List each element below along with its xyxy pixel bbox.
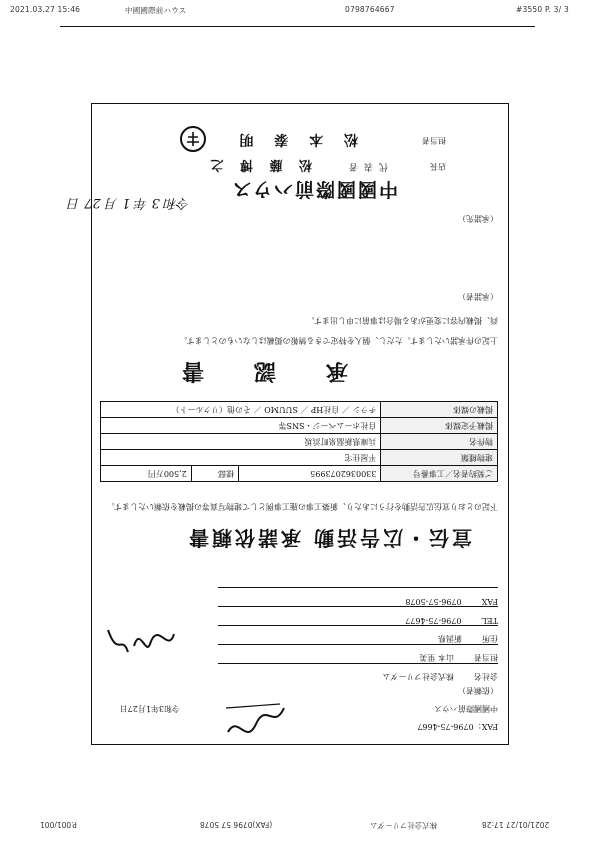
field-value-tel: 0796-75-4677	[405, 616, 462, 625]
request-body: 下記のとおり宣伝広告活動を行うにあたり、新築工事の施工事例として建物写真等の掲載を依頼いたします。	[106, 502, 498, 511]
approval-request-sheet	[67, 103, 509, 745]
row2-label: 建物種類	[381, 450, 498, 466]
footer-fax-number: (FAX)0796 57 5078	[200, 820, 273, 829]
fax-header	[0, 0, 595, 16]
fax-number: 0798764667	[345, 5, 395, 14]
footer-page-info: P.001/001	[40, 820, 77, 829]
fax-sender: 中國國際前ハウス	[125, 6, 187, 15]
recipient-title: 代表者	[342, 161, 388, 171]
signature-scribble	[218, 698, 288, 738]
row1-amount: 2,500万円	[101, 466, 192, 482]
row1-suffix: 様邸	[191, 466, 238, 482]
recipient-caption: （承諾先）	[458, 214, 498, 223]
approval-body-2: 尚、掲載内容に変更がある場合は事前に申し出ます。	[306, 316, 498, 325]
signer-name: 松 本 泰 明	[231, 131, 358, 147]
applicant-caption: （依頼者）	[458, 686, 498, 695]
applicant-fields	[218, 587, 498, 682]
field-row-tel	[218, 606, 498, 625]
signer-label: 担当者	[422, 136, 446, 145]
row5-label: 掲載の媒体	[381, 402, 498, 418]
table-row	[101, 450, 498, 466]
table-row	[101, 402, 498, 418]
field-value-person: 山本 里美	[419, 653, 454, 662]
field-label-company: 会社名	[474, 672, 498, 681]
row4-label: 掲載予定媒体	[381, 418, 498, 434]
recipient-name: 松 藤 博 之	[204, 157, 312, 172]
fax-page-info: #3550 P. 3/ 3	[516, 5, 569, 14]
field-label-tel: TEL	[481, 616, 498, 625]
approval-caption: （承諾者）	[458, 292, 498, 301]
fax-footer	[0, 820, 595, 836]
field-row-company	[218, 663, 498, 682]
footer-sender: 株式会社フリーダム	[370, 821, 438, 830]
recipient-company: 中國國際前ハウス	[230, 178, 398, 200]
row3-label: 物件名	[381, 434, 498, 450]
row1-label: ご契約者名／工事番号	[381, 466, 498, 482]
row1-number: 3300362073995	[239, 466, 381, 482]
approval-body-1: 上記の件承諾いたします。ただし、個人を特定できる情報の掲載はしないものとします。	[179, 336, 498, 345]
row5-value: チラシ ／ 自社HP ／ SUUMO ／ その他（リクルート）	[101, 402, 381, 418]
field-row-fax	[218, 587, 498, 606]
seal-stamp-icon	[178, 124, 208, 154]
table-row	[101, 466, 498, 482]
field-label-address: 住所	[482, 634, 498, 643]
field-row-address	[218, 625, 498, 644]
field-value-address: 新潟県	[438, 634, 462, 643]
date-line: 令和3年1月27日	[119, 704, 180, 713]
table-row	[101, 418, 498, 434]
footer-timestamp: 2021/01/27 17:28	[482, 820, 550, 829]
table-row	[101, 434, 498, 450]
field-label-fax: FAX	[481, 597, 498, 606]
to-company: 中國國際前ハウス	[434, 704, 498, 713]
row2-value: 平屋住宅	[101, 450, 381, 466]
field-row-person	[218, 644, 498, 663]
fax-timestamp: 2021.03.27 15:46	[10, 5, 81, 14]
document-title: 宣伝・広告活動 承諾依頼書	[186, 526, 472, 550]
approval-title: 承 認 書	[167, 358, 348, 384]
field-value-company: 株式会社フリーダム	[382, 672, 454, 681]
row3-value: 兵庫県新温泉町浜坂	[101, 434, 381, 450]
header-rule	[60, 26, 535, 27]
handwritten-date: 令和 3 年 1 月 27 日	[67, 195, 190, 210]
fax-to-line: FAX：0796-75-4667	[417, 722, 498, 731]
row4-value: 自社ホームページ・SNS等	[101, 418, 381, 434]
field-value-fax: 0796-57-5078	[405, 597, 462, 606]
applicant-signature	[100, 614, 180, 664]
property-table	[100, 401, 498, 482]
field-label-person: 担当者	[474, 653, 498, 662]
recipient-title-label: 店長	[430, 162, 446, 171]
